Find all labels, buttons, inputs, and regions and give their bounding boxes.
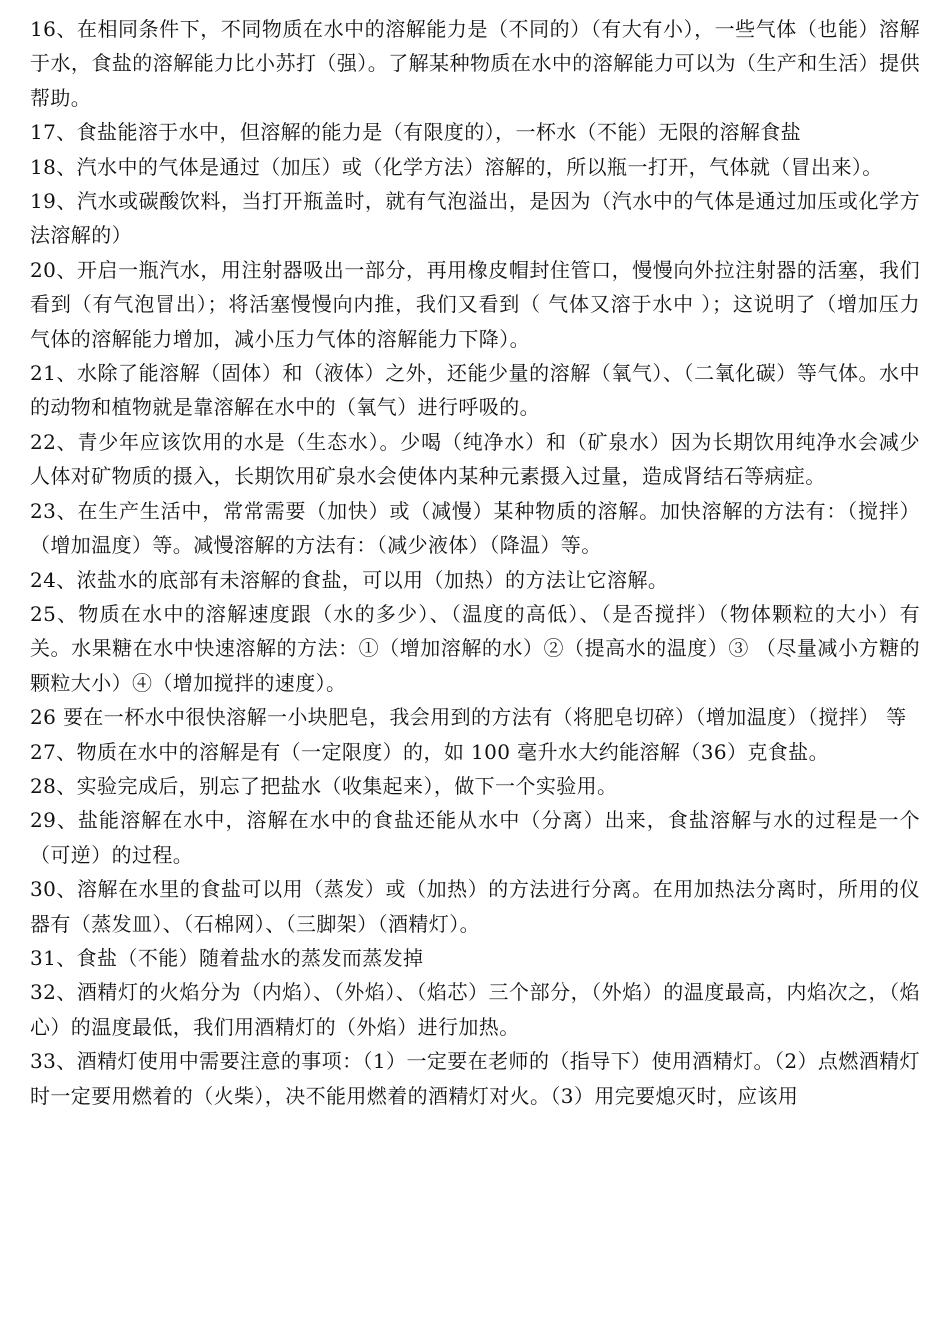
paragraph-30: 30、溶解在水里的食盐可以用（蒸发）或（加热）的方法进行分离。在用加热法分离时，所用的仪器有（蒸发皿）、（石棉网）、（三脚架）（酒精灯）。	[30, 877, 920, 936]
paragraph-18: 18、汽水中的气体是通过（加压）或（化学方法）溶解的，所以瓶一打开，气体就（冒出来）。	[30, 154, 883, 179]
paragraph-22: 22、青少年应该饮用的水是（生态水）。少喝（纯净水）和（矿泉水）因为长期饮用纯净水会减少人体对矿物质的摄入，长期饮用矿泉水会使体内某种元素摄入过量，造成肾结石等病症。	[30, 429, 920, 489]
paragraph-28: 28、实验完成后，别忘了把盐水（收集起来），做下一个实验用。	[30, 773, 618, 798]
paragraph-24: 24、浓盐水的底部有未溶解的食盐，可以用（加热）的方法让它溶解。	[30, 567, 669, 592]
paragraph-16: 16、在相同条件下，不同物质在水中的溶解能力是（不同的）（有大有小），一些气体（也能）溶解于水，食盐的溶解能力比小苏打（强）。了解某种物质在水中的溶解能力可以为（生产和生活）提供帮助。	[30, 17, 920, 110]
paragraph-26: 26 要在一杯水中很快溶解一小块肥皂，我会用到的方法有（将肥皂切碎）（增加温度）（搅拌） 等	[30, 705, 907, 730]
paragraph-32: 32、酒精灯的火焰分为（内焰）、（外焰）、（焰芯）三个部分，（外焰）的温度最高，内焰次之，（焰心）的温度最低，我们用酒精灯的（外焰）进行加热。	[30, 980, 920, 1039]
document-body	[30, 12, 920, 1113]
paragraph-29: 29、盐能溶解在水中，溶解在水中的食盐还能从水中（分离）出来，食盐溶解与水的过程是一个（可逆）的过程。	[30, 808, 920, 867]
paragraph-31: 31、食盐（不能）随着盐水的蒸发而蒸发掉	[30, 945, 424, 970]
paragraph-25: 25、物质在水中的溶解速度跟（水的多少）、（温度的高低）、（是否搅拌）（物体颗粒的大小）有关。水果糖在水中快速溶解的方法：①（增加溶解的水）②（提高水的温度）③ （尽量减小方糖的颗粒大小）④（增加搅拌的速度）。	[30, 601, 920, 695]
paragraph-19: 19、汽水或碳酸饮料，当打开瓶盖时，就有气泡溢出，是因为（汽水中的气体是通过加压或化学方法溶解的）	[30, 189, 920, 248]
paragraph-20: 20、开启一瓶汽水，用注射器吸出一部分，再用橡皮帽封住管口，慢慢向外拉注射器的活塞，我们看到（有气泡冒出）；将活塞慢慢向内推，我们又看到（ 气体又溶于水中 ）；这说明了（增加压力气体的溶解能力增加，减小压力气体的溶解能力下降）。	[30, 257, 920, 351]
paragraph-17: 17、食盐能溶于水中，但溶解的能力是（有限度的），一杯水（不能）无限的溶解食盐	[30, 120, 802, 145]
paragraph-23: 23、在生产生活中，常常需要（加快）或（减慢）某种物质的溶解。加快溶解的方法有：（搅拌）（增加温度）等。减慢溶解的方法有：（减少液体）（降温）等。	[30, 498, 920, 558]
paragraph-27: 27、物质在水中的溶解是有（一定限度）的，如 100 毫升水大约能溶解（36）克食盐。	[30, 739, 829, 764]
paragraph-33: 33、酒精灯使用中需要注意的事项：（1）一定要在老师的（指导下）使用酒精灯。（2）点燃酒精灯时一定要用燃着的（火柴），决不能用燃着的酒精灯对火。（3）用完要熄灭时，应该用	[30, 1049, 920, 1108]
paragraph-21: 21、水除了能溶解（固体）和（液体）之外，还能少量的溶解（氧气）、（二氧化碳）等气体。水中的动物和植物就是靠溶解在水中的（氧气）进行呼吸的。	[30, 361, 920, 420]
